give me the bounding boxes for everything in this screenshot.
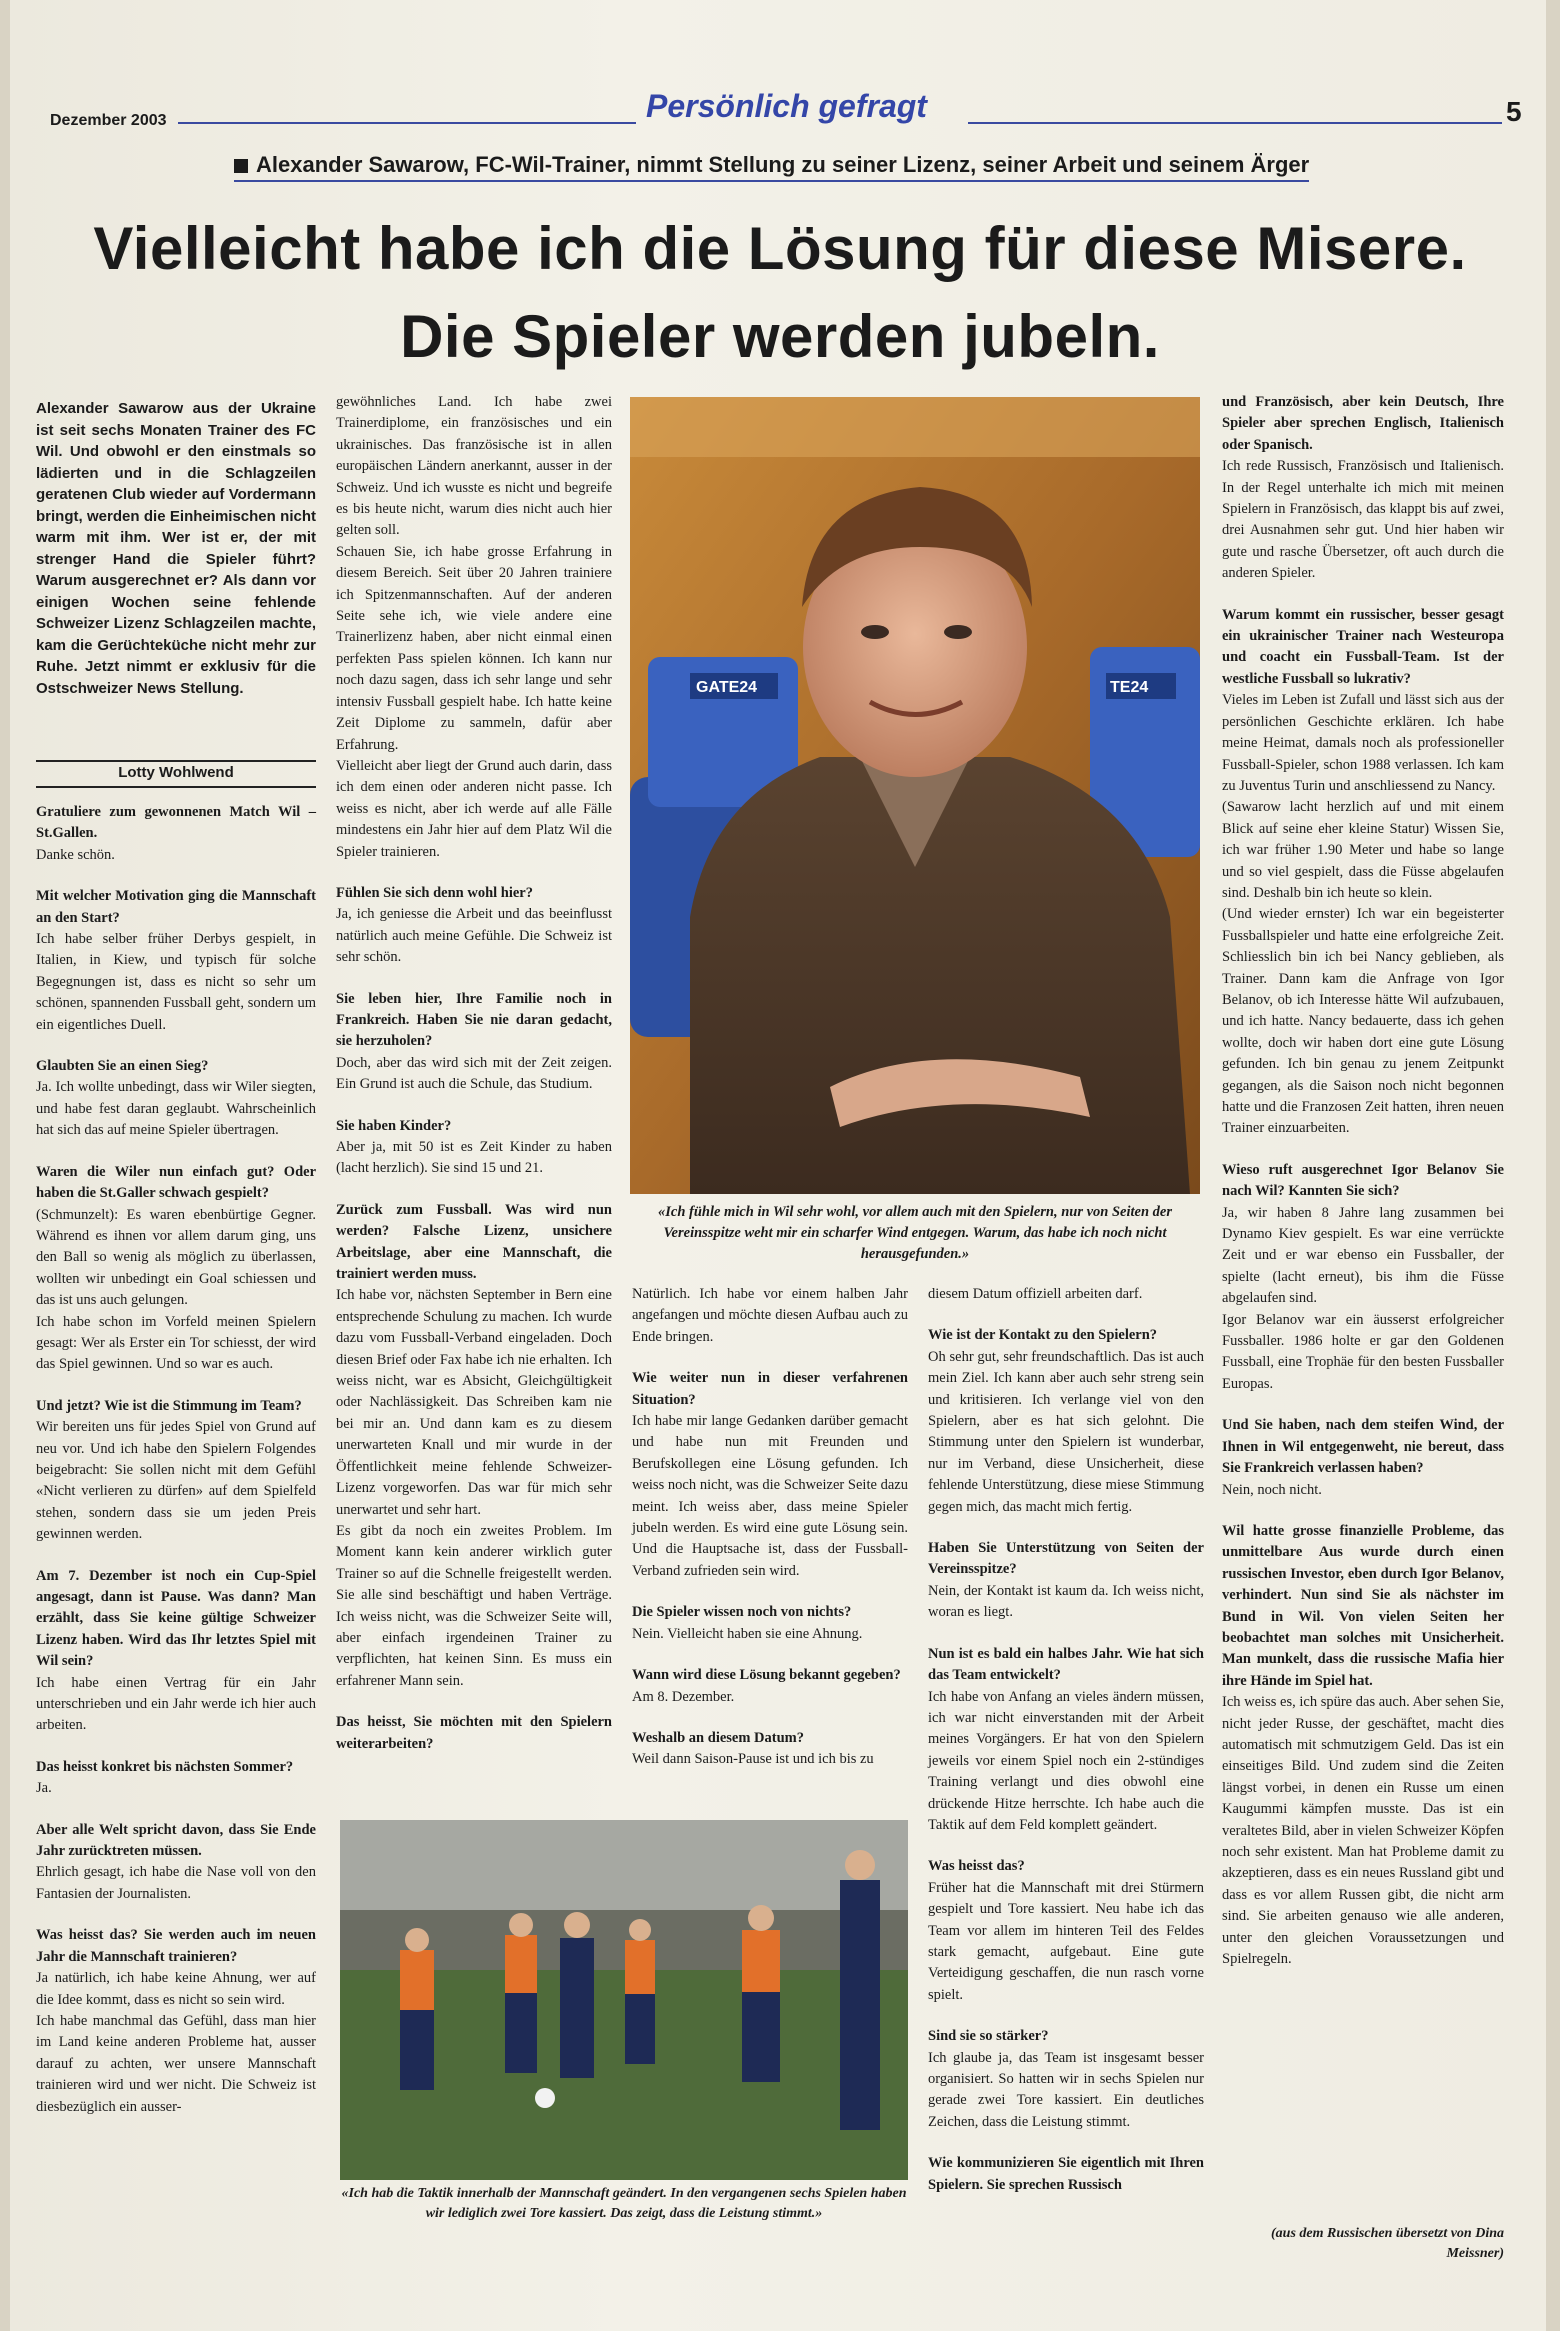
question: Wil hatte grosse finanzielle Probleme, das unmittelbare Aus wurde durch einen russischen Investor, eben durch Igor Belanov, verhindert. Nun sind Sie als nächster im Bund in Wil. Von vielen Seiten her beobachtet man solches mit Unsicherheit. Man munkelt, dass die russische Mafia hier ihre Hände im Spiel hat. [1222, 1522, 1504, 1689]
answer: Nein, der Kontakt ist kaum da. Ich weiss nicht, woran es liegt. [928, 1582, 1204, 1621]
answer: Ich rede Russisch, Französisch und Italienisch. In der Regel unterhalte ich mich mit meinen Spielern in Französisch, das klappt bis auf zwei, drei Ausnahmen sehr gut. Und hier haben wir gute und rasche Übersetzer, oft auch durch die anderen Spieler. [1222, 458, 1504, 582]
headline-line-1: Vielleicht habe ich die Lösung für diese Misere. [93, 215, 1467, 282]
headline [30, 205, 1530, 381]
question: Wie weiter nun in dieser verfahrenen Situation? [632, 1370, 908, 1408]
square-bullet-icon [234, 159, 248, 173]
answer: Früher hat die Mannschaft mit drei Stürmern gespielt und Tore kassiert. Neu habe ich das Team vor allem im hinteren Teil des Feldes stark gemacht, aufgebaut. Eine gute Verteidigung geschaffen, die nun rasch vorne spielt. [928, 1879, 1204, 2003]
question: Weshalb an diesem Datum? [632, 1729, 805, 1746]
seat-label-right: TE24 [1110, 679, 1149, 696]
issue-date: Dezember 2003 [50, 112, 167, 129]
question: Wie kommunizieren Sie eigentlich mit Ihren Spielern. Sie sprechen Russisch [928, 2155, 1204, 2193]
author-rule-bottom [36, 786, 316, 788]
question: Nun ist es bald ein halbes Jahr. Wie hat sich das Team entwickelt? [928, 1645, 1204, 1684]
answer: gewöhnliches Land. Ich habe zwei Trainerdiplome, ein französisches und ein ukrainisches. Das französische ist in allen europäischen Ländern anerkannt, ausser in der Schweiz. Und ich wusste es nicht und begreife es bis heute nicht, warum dies nicht auch hier gelten soll. [336, 394, 612, 539]
kicker-text: Alexander Sawarow, FC-Wil-Trainer, nimmt Stellung zu seiner Lizenz, seiner Arbeit und seinem Ärger [256, 152, 1310, 177]
answer: Ja. Ich wollte unbedingt, dass wir Wiler siegten, und habe fest daran geglaubt. Wahrscheinlich hat sich das auf meine Spieler übertragen. [36, 1079, 316, 1139]
answer: Wir bereiten uns für jedes Spiel von Grund auf neu vor. Und ich habe den Spielern Folgendes beigebracht: Sie sollen nicht mit dem Gefühl «Nicht verlieren zu dürfen» auf dem Spielfeld stehen, sondern dass sie um jeden Preis gewinnen werden. [36, 1419, 316, 1543]
newspaper-page [10, 0, 1546, 2331]
answer: (Und wieder ernster) Ich war ein begeisterter Fussballspieler und hatte eine erfolgreiche Zeit. Schliesslich bin ich bei Nancy geblieben, als Trainer. Dann kam die Anfrage von Igor Belanov, ob ich Interesse hätte Wil aufzubauen, und ich hatte. Nancy bedauerte, dass ich gehen wollte, doch wir haben dort eine gute Lösung gefunden. Ich bin genau zu jenem Zeitpunkt gegangen, als die Saison noch nicht begonnen hatte und die Franzosen Zeit hatten, ihren neuen Trainer einzuarbeiten. [1222, 906, 1504, 1137]
question: Glaubten Sie an einen Sieg? [36, 1058, 209, 1075]
answer: Natürlich. Ich habe vor einem halben Jahr angefangen und möchte diesen Aufbau auch zu Ende bringen. [632, 1286, 908, 1345]
lead-paragraph: Alexander Sawarow aus der Ukraine ist seit sechs Monaten Trainer des FC Wil. Und obwohl er den einstmals so lädierten und in die Schlagzeilen geratenen Club wieder auf Vordermann bringt, werden die Einheimischen nicht warm mit ihm. Wer ist er, der mit strenger Hand die Spieler führt? Warum ausgerechnet er? Als dann vor einigen Wochen seine fehlende Schweizer Lizenz Schlagzeilen machte, kam die Gerüchteküche nicht mehr zur Ruhe. Jetzt nimmt er exklusiv für die Ostschweizer News Stellung. [36, 400, 316, 697]
answer: Doch, aber das wird sich mit der Zeit zeigen. Ein Grund ist auch die Schule, das Studium. [336, 1054, 612, 1093]
author-rule-top [36, 760, 316, 762]
answer: Schauen Sie, ich habe grosse Erfahrung in diesem Bereich. Seit über 20 Jahren trainiere ich Spitzenmannschaften. Auf der anderen Seite sehe ich, wie viele andere eine Trainerlizenz haben, aber nicht einmal einen perfekten Pass spielen können. Ich kann nur noch dazu sagen, dass ich sehr lange und sehr intensiv Fussball gespielt habe. Ich hatte keine Zeit Diplome zu sammeln, dafür aber Erfahrung. [336, 543, 612, 753]
answer: Nein, noch nicht. [1222, 1481, 1322, 1498]
answer: Vieles im Leben ist Zufall und lässt sich aus der persönlichen Geschichte erklären. Ich habe meine Heimat, damals noch als professioneller Fussball-Spieler, schon 1988 verlassen. Ich kam zu Juventus Turin und anschliessend zu Nancy. [1222, 692, 1504, 794]
question: Fühlen Sie sich denn wohl hier? [336, 884, 533, 901]
answer: Ich habe einen Vertrag für ein Jahr unterschrieben und ein Jahr werde ich hier auch arbeiten. [36, 1674, 316, 1734]
section-title: Persönlich gefragt [646, 88, 927, 124]
answer: Ich habe selber früher Derbys gespielt, in Italien, in Kiew, und typisch für solche Begegnungen ist, dass es nicht so sehr um schönen, spannenden Fussball geht, sondern um ein eigentliches Duell. [36, 931, 316, 1033]
question: Die Spieler wissen noch von nichts? [632, 1604, 852, 1621]
answer: Vielleicht aber liegt der Grund auch darin, dass ich dem einen oder anderen nicht passe. Ich weiss es nicht, aber ich werde auf alle Fälle mindestens ein Jahr hier auf dem Platz Wil die Spieler trainieren. [336, 757, 612, 860]
question: Sind sie so stärker? [928, 2028, 1049, 2045]
answer: Ja, ich geniesse die Arbeit und das beeinflusst natürlich auch meine Gefühle. Die Schweiz ist sehr schön. [336, 906, 612, 966]
answer: Ich habe vor, nächsten September in Bern eine entsprechende Schulung zu machen. Ich wurde dazu vom Fussball-Verband eingeladen. Doch diesen Brief oder Fax habe ich nie erhalten. Ich weiss nicht, war es Absicht, Gleichgültigkeit oder Nachlässigkeit. Das Schreiben kam nie bei mir an. Und dann kam es zu diesem unerwarteten Knall und mir wurde in der Öffentlichkeit meine fehlende Schweizer-Lizenz vorgeworfen. Das war für mich sehr unerwartet und sehr hart. [336, 1287, 612, 1518]
answer: Nein. Vielleicht haben sie eine Ahnung. [632, 1625, 863, 1642]
question: Sie haben Kinder? [336, 1117, 452, 1134]
question: Wann wird diese Lösung bekannt gegeben? [632, 1667, 901, 1684]
portrait-photo [630, 397, 1200, 1194]
answer: Danke schön. [36, 846, 115, 863]
article-column-1 [36, 802, 316, 2138]
question: Und Sie haben, nach dem steifen Wind, der Ihnen in Wil entgegenweht, nie bereut, dass Sie Frankreich verlassen haben? [1222, 1417, 1504, 1477]
answer: Ich habe mir lange Gedanken darüber gemacht und habe nun mit Freunden und Berufskollegen eine Lösung gefunden. Ich weiss noch nicht, was die Schweizer Seite dazu meint. Ich weiss aber, dass meine Spieler jubeln werden. Es wird eine gute Lösung sein. Und die Hauptsache ist, dass der Fussball-Verband zufrieden sein wird. [632, 1413, 908, 1579]
question: Warum kommt ein russischer, besser gesagt ein ukrainischer Trainer nach Westeuropa und coacht ein Fussball-Team. Ist der westliche Fussball so lukrativ? [1222, 606, 1504, 687]
question: Gratuliere zum gewonnenen Match Wil – St.Gallen. [36, 804, 316, 842]
answer: Ich weiss es, ich spüre das auch. Aber sehen Sie, nicht jeder Russe, der geschäftet, macht dies automatisch mit schmutzigem Geld. Das ist ein einseitiges Bild. Und zudem sind die Zeiten längst vorbei, in denen ein Russe um einen Kaugummi kämpfen musste. Das ist ein veraltetes Bild, aber in vielen Schweizer Köpfen noch sehr existent. Man hat Probleme damit zu akzeptieren, dass es ein neues Russland gibt und dass es vor allem Russen gibt, die nicht arm sind. Sie arbeiten genauso wie alle anderen, unter den gleichen Voraussetzungen und Spielregeln. [1222, 1694, 1504, 1968]
article-column-4 [928, 1284, 1204, 2216]
seat-label-left: GATE24 [696, 679, 758, 696]
page-number: 5 [1506, 96, 1522, 127]
portrait-photo-illustration [630, 397, 1200, 1194]
question: Waren die Wiler nun einfach gut? Oder haben die St.Galler schwach gespielt? [36, 1163, 316, 1202]
translation-credit: (aus dem Russischen übersetzt von Dina Meissner) [1271, 2226, 1504, 2261]
question: Aber alle Welt spricht davon, dass Sie Ende Jahr zurücktreten müssen. [36, 1821, 316, 1860]
kicker [234, 152, 1309, 182]
training-caption: «Ich hab die Taktik innerhalb der Mannschaft geändert. In den vergangenen sechs Spielen haben wir lediglich zwei Tore kassiert. Das zeigt, dass die Leistung stimmt.» [341, 2186, 907, 2221]
article-column-5 [1222, 392, 1504, 1990]
header-rule-right [968, 122, 1502, 124]
question: Wie ist der Kontakt zu den Spielern? [928, 1327, 1158, 1344]
training-photo-illustration [340, 1820, 908, 2180]
answer: (Sawarow lacht herzlich auf und mit einem Blick auf seine eher kleine Statur) Wissen Sie, ich war früher 1.90 Meter und habe so lange und so viel gespielt, dass die Füsse abgelaufen sind. Deshalb bin ich heute so klein. [1222, 799, 1504, 901]
answer: Igor Belanov war ein äusserst erfolgreicher Fussballer. 1986 holte er gar den Goldenen Fussball, eine Trophäe für den besten Fussballer Europas. [1222, 1311, 1504, 1392]
question: und Französisch, aber kein Deutsch, Ihre Spieler aber sprechen Englisch, Italienisch oder Spanisch. [1222, 394, 1504, 453]
article-column-3 [632, 1284, 908, 1791]
answer: Ich habe von Anfang an vieles ändern müssen, ich war nicht einverstanden mit der Arbeit meines Vorgängers. Er hat von den Spielern jeweils vor einem Spiel noch ein 2-stündiges Training verlangt und dies obwohl eine drückende Hitze herrschte. Ich habe auch die Taktik auf dem Feld komplett geändert. [928, 1688, 1204, 1833]
header-rule-left [178, 122, 636, 124]
answer: Ja, wir haben 8 Jahre lang zusammen bei Dynamo Kiev gespielt. Es war eine verrückte Zeit und er war ebenso ein Fussballer, der spielte (lacht erneut), bis ihm die Füsse abgelaufen sind. [1222, 1204, 1504, 1307]
answer: diesem Datum offiziell arbeiten darf. [928, 1286, 1143, 1302]
headline-line-2: Die Spieler werden jubeln. [400, 303, 1160, 370]
question: Zurück zum Fussball. Was wird nun werden? Falsche Lizenz, unsichere Arbeitslage, aber eine Mannschaft, die trainiert werden muss. [336, 1201, 612, 1283]
question: Und jetzt? Wie ist die Stimmung im Team? [36, 1397, 302, 1414]
question: Sie leben hier, Ihre Familie noch in Frankreich. Haben Sie nie daran gedacht, sie herzuholen? [336, 990, 612, 1050]
answer: Am 8. Dezember. [632, 1688, 735, 1705]
answer: Aber ja, mit 50 ist es Zeit Kinder zu haben (lacht herzlich). Sie sind 15 und 21. [336, 1139, 612, 1177]
answer: Ich glaube ja, das Team ist insgesamt besser organisiert. So hatten wir in sechs Spielen nur gerade zwei Tore kassiert. Ein deutliches Zeichen, dass die Leistung stimmt. [928, 2049, 1204, 2130]
answer: (Schmunzelt): Es waren ebenbürtige Gegner. Während es ihnen vor allem darum ging, uns den Ball so wenig als möglich zu überlassen, wollten wir unbedingt ein Goal schiessen und das ist uns auch gelungen. [36, 1206, 316, 1309]
question: Wieso ruft ausgerechnet Igor Belanov Sie nach Wil? Kannten Sie sich? [1222, 1161, 1504, 1200]
article-column-2 [336, 392, 612, 1775]
question: Mit welcher Motivation ging die Mannschaft an den Start? [36, 888, 316, 926]
portrait-caption: «Ich fühle mich in Wil sehr wohl, vor allem auch mit den Spielern, nur von Seiten der Vereinsspitze weht mir ein scharfer Wind entgegen. Warum, das habe ich noch nicht herausgefunden.» [657, 1204, 1173, 1262]
question: Haben Sie Unterstützung von Seiten der Vereinsspitze? [928, 1540, 1204, 1578]
answer: Ich habe schon im Vorfeld meinen Spielern gesagt: Wer als Erster ein Tor schiesst, der wird das Spiel gewinnen. Und so war es auch. [36, 1313, 316, 1373]
question: Am 7. Dezember ist noch ein Cup-Spiel angesagt, dann ist Pause. Was dann? Man erzählt, dass Sie keine gültige Schweizer Lizenz haben. Wird das Ihr letztes Spiel mit Wil sein? [36, 1567, 316, 1670]
question: Das heisst konkret bis nächsten Sommer? [36, 1758, 294, 1775]
answer: Oh sehr gut, sehr freundschaftlich. Das ist auch mein Ziel. Ich kann aber auch sehr streng sein und kritisieren. Ich verlange viel von den Spielern, aber es hat sich gelohnt. Die Stimmung unter den Spielern ist wunderbar, nur im Verband, diese Unsicherheit, diese fehlende Unterstützung, diese miese Stimmung gegen mich, das macht mich fertig. [928, 1348, 1204, 1515]
question: Was heisst das? [928, 1858, 1025, 1875]
answer: Ja. [36, 1780, 52, 1797]
answer: Ich habe manchmal das Gefühl, dass man hier im Land keine anderen Probleme hat, ausser darauf zu achten, wer unsere Mannschaft trainieren wird und wer nicht. Die Schweiz ist diesbezüglich ein ausser- [36, 2012, 316, 2115]
answer: Weil dann Saison-Pause ist und ich bis zu [632, 1751, 874, 1768]
training-photo [340, 1820, 908, 2180]
question: Das heisst, Sie möchten mit den Spielern weiterarbeiten? [336, 1714, 612, 1752]
page-header [50, 88, 1522, 129]
author-byline: Lotty Wohlwend [118, 764, 234, 781]
answer: Es gibt da noch ein zweites Problem. Im Moment kann kein anderer wirklich guter Trainer so auf die Schnelle freigestellt werden. Sie alle sind beschäftigt und haben Verträge. Ich weiss nicht, was die Schweizer Seite will, aber einfach irgendeinen Trainer zu verpflichten, hat keinen Sinn. Es muss ein erfahrener Mann sein. [336, 1522, 612, 1689]
answer: Ja natürlich, ich habe keine Ahnung, wer auf die Idee kommt, dass es nicht so sein wird. [36, 1970, 316, 2008]
question: Was heisst das? Sie werden auch im neuen Jahr die Mannschaft trainieren? [36, 1927, 316, 1965]
answer: Ehrlich gesagt, ich habe die Nase voll von den Fantasien der Journalisten. [36, 1864, 316, 1902]
